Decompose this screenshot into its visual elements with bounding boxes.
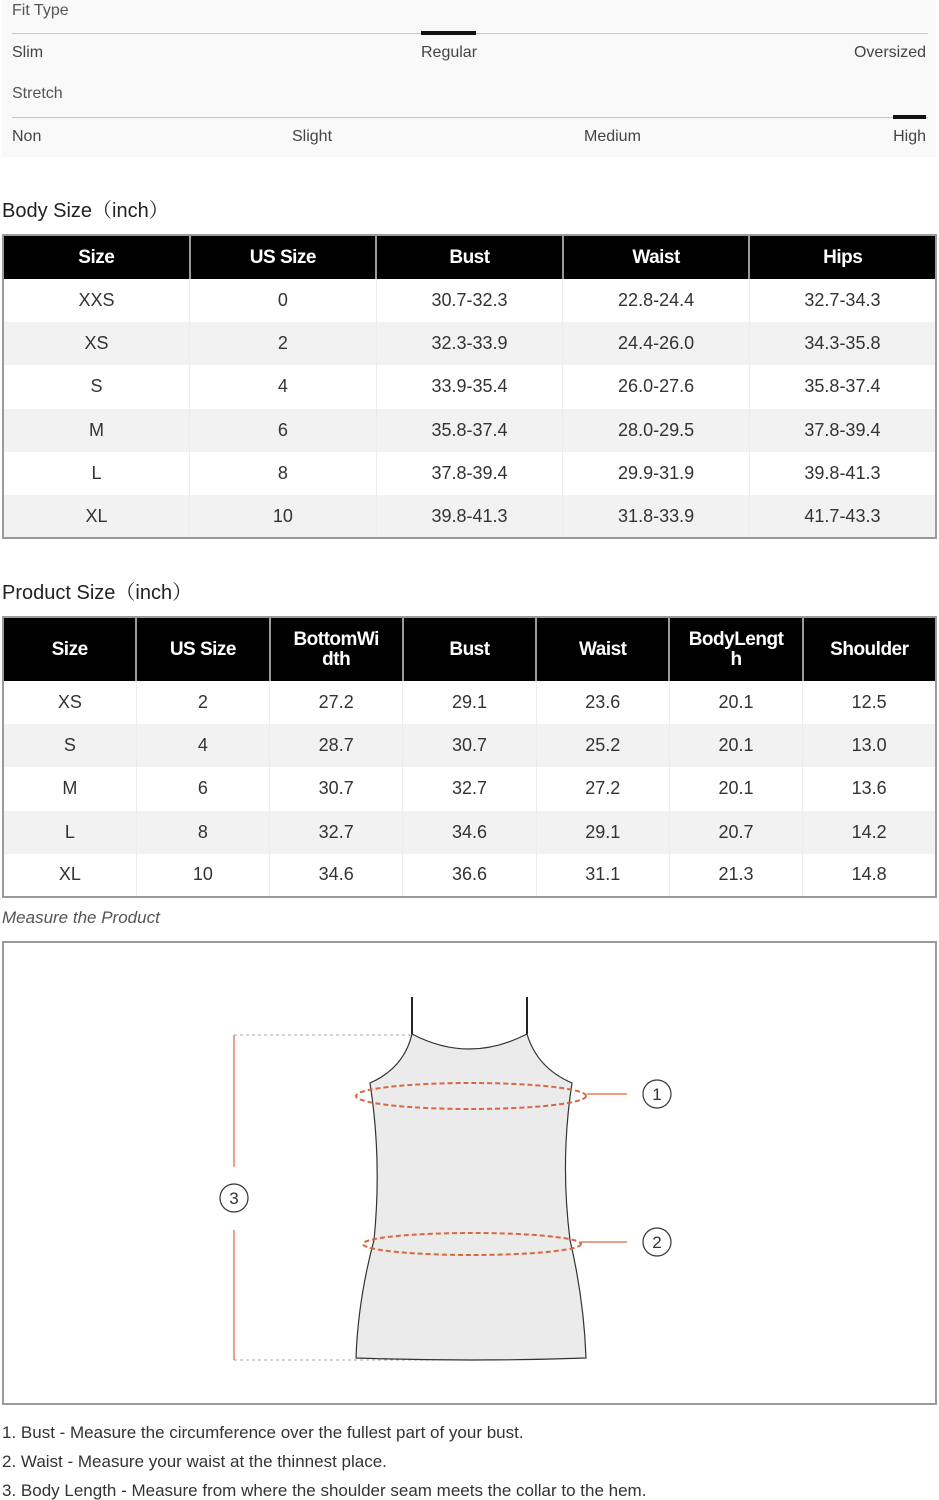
cell-size: L	[3, 811, 136, 854]
cell-us-size: 2	[136, 681, 269, 724]
cell-body-length: 20.1	[669, 767, 802, 810]
cell-us-size: 10	[190, 495, 377, 538]
cell-hips: 41.7-43.3	[749, 495, 936, 538]
fit-type-label-regular: Regular	[421, 44, 478, 61]
cell-hips: 35.8-37.4	[804, 376, 881, 397]
cell-bust: 30.7-32.3	[376, 279, 563, 322]
header-label-line-1: BodyLengt	[688, 628, 784, 650]
cell-us-size: 2	[190, 322, 377, 365]
header-bust: Bust	[376, 235, 563, 279]
cell-waist: 24.4-26.0	[563, 322, 750, 365]
header-size: Size	[3, 235, 190, 279]
cell-hips: 39.8-41.3	[804, 462, 881, 483]
header-label: Waist	[579, 638, 627, 660]
header-label: Shoulder	[830, 638, 909, 660]
cell-shoulder: 13.0	[803, 724, 936, 767]
cell-us-size: 6	[190, 409, 377, 452]
header-label-line-1: BottomWi	[293, 628, 379, 650]
cell-bust: 37.8-39.4	[376, 452, 563, 495]
stretch-label-medium: Medium	[584, 128, 641, 145]
cell-waist: 28.0-29.5	[563, 409, 750, 452]
cell-size: XL	[3, 495, 190, 538]
cell-bust: 34.6	[403, 811, 536, 854]
cell-bust: 39.8-41.3	[376, 495, 563, 538]
header-us-size: US Size	[190, 235, 377, 279]
cell-bottom-width: 34.6	[270, 854, 403, 897]
tank-top-outline	[356, 1034, 586, 1360]
cell-size: XS	[3, 322, 190, 365]
cell-waist: 29.9-31.9	[563, 452, 750, 495]
cell-waist: 29.1	[536, 811, 669, 854]
measure-caption: Measure the Product	[2, 908, 160, 927]
cell-body-length: 20.7	[669, 811, 802, 854]
cell-hips: 34.3-35.8	[749, 322, 936, 365]
measure-instructions	[2, 1418, 646, 1500]
cell-body-length: 20.1	[669, 724, 802, 767]
stretch-title: Stretch	[12, 85, 63, 102]
stretch-label-non: Non	[12, 128, 42, 145]
stretch-label-slight: Slight	[292, 128, 333, 145]
cell-waist: 31.1	[536, 854, 669, 897]
fit-type-label-oversized: Oversized	[853, 44, 926, 61]
header-label: Bust	[449, 638, 490, 660]
header-label-line-2: dth	[322, 648, 351, 670]
instruction-bust: 1. Bust - Measure the circumference over the fullest part of your bust.	[2, 1423, 524, 1442]
cell-waist: 26.0-27.6	[563, 365, 750, 408]
cell-size: S	[3, 724, 136, 767]
cell-bust: 32.3-33.9	[376, 322, 563, 365]
cell-size: XXS	[3, 279, 190, 322]
cell-bust: 29.1	[403, 681, 536, 724]
cell-bottom-width: 30.7	[270, 767, 403, 810]
product-size-title: Product Size（inch）	[2, 582, 193, 604]
marker-1-label: 1	[652, 1085, 662, 1104]
cell-shoulder: 13.6	[851, 778, 887, 799]
body-size-title: Body Size（inch）	[2, 200, 169, 222]
cell-size: M	[3, 767, 136, 810]
cell-bust: 32.7	[403, 767, 536, 810]
cell-size: M	[3, 409, 190, 452]
cell-waist: 27.2	[536, 767, 669, 810]
cell-us-size: 4	[136, 724, 269, 767]
cell-size: XL	[3, 854, 136, 897]
cell-us-size: 4	[190, 365, 377, 408]
marker-2-label: 2	[652, 1233, 662, 1252]
cell-size: L	[3, 452, 190, 495]
cell-bust: 33.9-35.4	[376, 365, 563, 408]
stretch-label-high: High	[893, 128, 926, 145]
cell-bust: 36.6	[403, 854, 536, 897]
header-label: US Size	[169, 638, 237, 660]
cell-body-length: 20.1	[669, 681, 802, 724]
cell-bottom-width: 27.2	[270, 681, 403, 724]
header-hips: Hips	[749, 235, 936, 279]
cell-waist: 23.6	[536, 681, 669, 724]
cell-bottom-width: 28.7	[270, 724, 403, 767]
cell-body-length: 21.3	[669, 854, 802, 897]
cell-hips: 37.8-39.4	[749, 409, 936, 452]
cell-shoulder: 12.5	[851, 692, 887, 713]
marker-3-label: 3	[229, 1189, 239, 1208]
cell-size: S	[3, 365, 190, 408]
cell-shoulder: 14.2	[803, 811, 936, 854]
cell-shoulder: 14.8	[851, 864, 887, 885]
fit-type-label-slim: Slim	[12, 44, 44, 61]
cell-size: XS	[3, 681, 136, 724]
header-label-line-2: h	[730, 648, 742, 670]
cell-us-size: 8	[190, 452, 377, 495]
cell-us-size: 8	[136, 811, 269, 854]
cell-bust: 35.8-37.4	[376, 409, 563, 452]
cell-waist: 25.2	[536, 724, 669, 767]
cell-bust: 30.7	[403, 724, 536, 767]
cell-hips: 32.7-34.3	[804, 290, 881, 311]
measurement-diagram	[2, 941, 937, 1405]
cell-us-size: 0	[190, 279, 377, 322]
header-waist: Waist	[563, 235, 750, 279]
cell-waist: 31.8-33.9	[563, 495, 750, 538]
cell-us-size: 6	[136, 767, 269, 810]
cell-waist: 22.8-24.4	[563, 279, 750, 322]
instruction-waist: 2. Waist - Measure your waist at the thinnest place.	[2, 1452, 387, 1471]
fit-type-title: Fit Type	[12, 2, 69, 19]
instruction-body-length: 3. Body Length - Measure from where the shoulder seam meets the collar to the hem.	[2, 1481, 647, 1500]
header-label: Size	[51, 638, 88, 660]
cell-us-size: 10	[136, 854, 269, 897]
cell-bottom-width: 32.7	[270, 811, 403, 854]
